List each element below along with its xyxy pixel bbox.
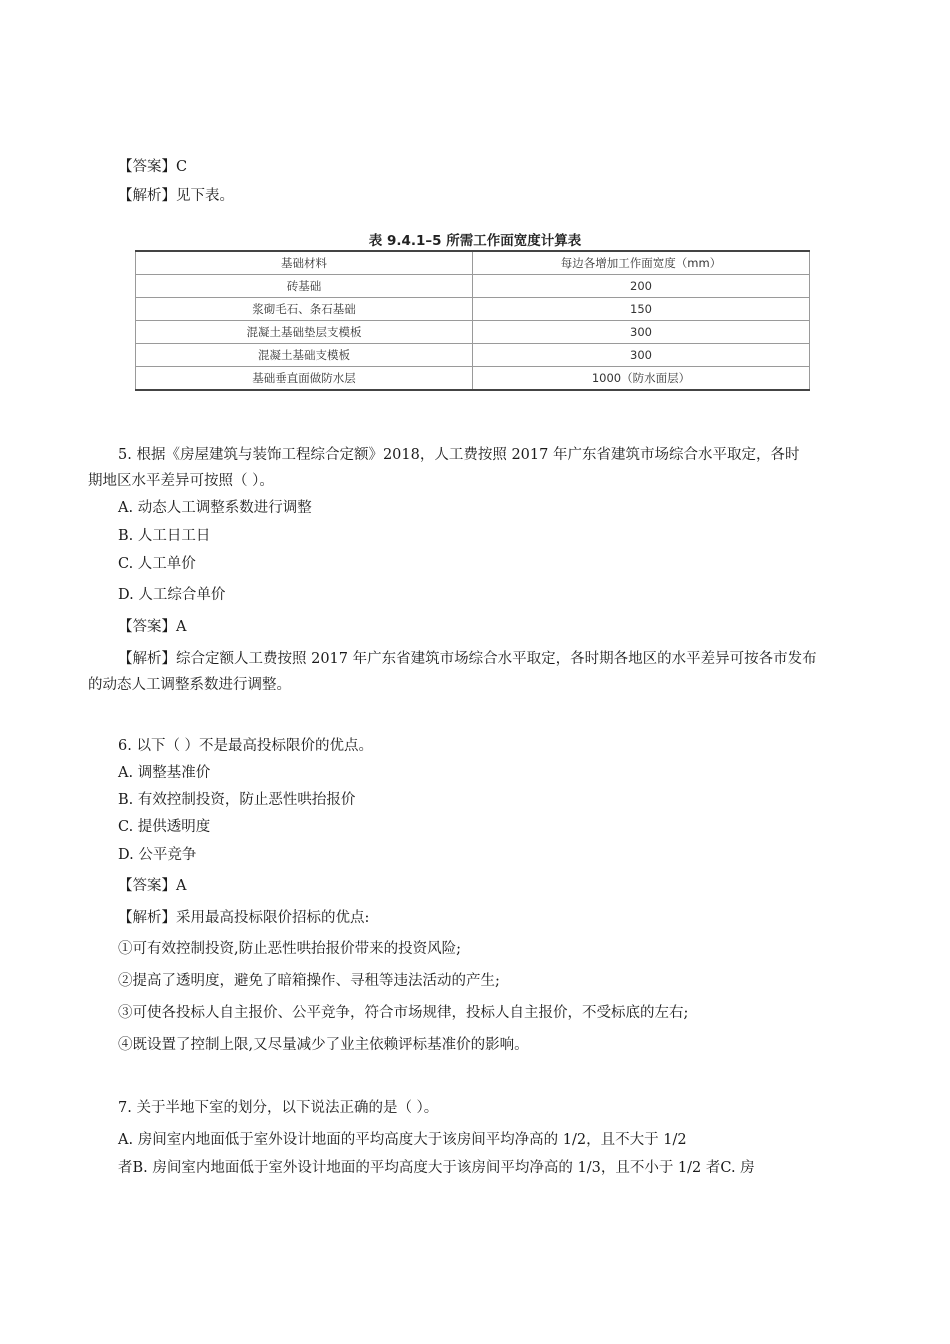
q6-stem: 6. 以下（ ）不是最高投标限价的优点。 xyxy=(118,738,374,754)
q6-option-b: B. 有效控制投资，防止恶性哄抬报价 xyxy=(118,792,356,808)
table-row xyxy=(136,367,810,391)
table-cell-width: 200 xyxy=(473,275,810,298)
table-cell-width: 300 xyxy=(473,344,810,367)
q6-point-1: ①可有效控制投资,防止恶性哄抬报价带来的投资风险; xyxy=(118,941,461,957)
table-cell-material: 砖基础 xyxy=(136,275,473,298)
table-cell-width: 1000（防水面层） xyxy=(473,367,810,391)
q6-point-2: ②提高了透明度，避免了暗箱操作、寻租等违法活动的产生; xyxy=(118,973,500,989)
q6-option-d: D. 公平竞争 xyxy=(118,847,197,863)
q6-option-a: A. 调整基准价 xyxy=(118,765,211,781)
q5-option-a: A. 动态人工调整系数进行调整 xyxy=(118,500,312,516)
q5-option-d: D. 人工综合单价 xyxy=(118,587,226,603)
table-cell-material: 混凝土基础支模板 xyxy=(136,344,473,367)
table-header-row xyxy=(136,251,810,275)
table-cell-material: 浆砌毛石、条石基础 xyxy=(136,298,473,321)
q6-analysis: 【解析】采用最高投标限价招标的优点: xyxy=(118,910,370,926)
q5-stem-line1: 5. 根据《房屋建筑与装饰工程综合定额》2018，人工费按照 2017 年广东省建筑市场综合水平取定，各时 xyxy=(118,447,800,463)
q5-option-c: C. 人工单价 xyxy=(118,556,196,572)
table-cell-material: 基础垂直面做防水层 xyxy=(136,367,473,391)
q4-analysis: 【解析】见下表。 xyxy=(118,188,234,204)
table-title: 表 9.4.1–5 所需工作面宽度计算表 xyxy=(368,233,582,249)
q5-option-b: B. 人工日工日 xyxy=(118,528,211,544)
q5-stem-line2: 期地区水平差异可按照（ ）。 xyxy=(88,473,274,489)
q7-stem: 7. 关于半地下室的划分，以下说法正确的是（ ）。 xyxy=(118,1100,439,1116)
q7-option-line2: 者B. 房间室内地面低于室外设计地面的平均高度大于该房间平均净高的 1/3，且不小于 1/2 者C. 房 xyxy=(118,1160,755,1176)
q6-option-c: C. 提供透明度 xyxy=(118,819,211,835)
q6-answer: 【答案】A xyxy=(118,878,187,894)
q6-point-3: ③可使各投标人自主报价、公平竞争，符合市场规律，投标人自主报价，不受标底的左右; xyxy=(118,1005,689,1021)
q4-answer: 【答案】C xyxy=(118,159,188,175)
table-row xyxy=(136,321,810,344)
q7-option-line1: A. 房间室内地面低于室外设计地面的平均高度大于该房间平均净高的 1/2，且不大于 1/2 xyxy=(118,1132,687,1148)
header-material: 基础材料 xyxy=(136,251,473,275)
table-cell-material: 混凝土基础垫层支模板 xyxy=(136,321,473,344)
table-cell-width: 300 xyxy=(473,321,810,344)
table-row xyxy=(136,298,810,321)
q5-analysis-line2: 的动态人工调整系数进行调整。 xyxy=(88,677,291,693)
table-row xyxy=(136,344,810,367)
work-face-width-table xyxy=(135,250,810,391)
table-cell-width: 150 xyxy=(473,298,810,321)
table-row xyxy=(136,275,810,298)
q5-analysis-line1: 【解析】综合定额人工费按照 2017 年广东省建筑市场综合水平取定，各时期各地区的水平差异可按各市发布 xyxy=(118,651,817,667)
q6-point-4: ④既设置了控制上限,又尽量减少了业主依赖评标基准价的影响。 xyxy=(118,1037,529,1053)
header-width: 每边各增加工作面宽度（mm） xyxy=(473,251,810,275)
q5-answer: 【答案】A xyxy=(118,619,187,635)
